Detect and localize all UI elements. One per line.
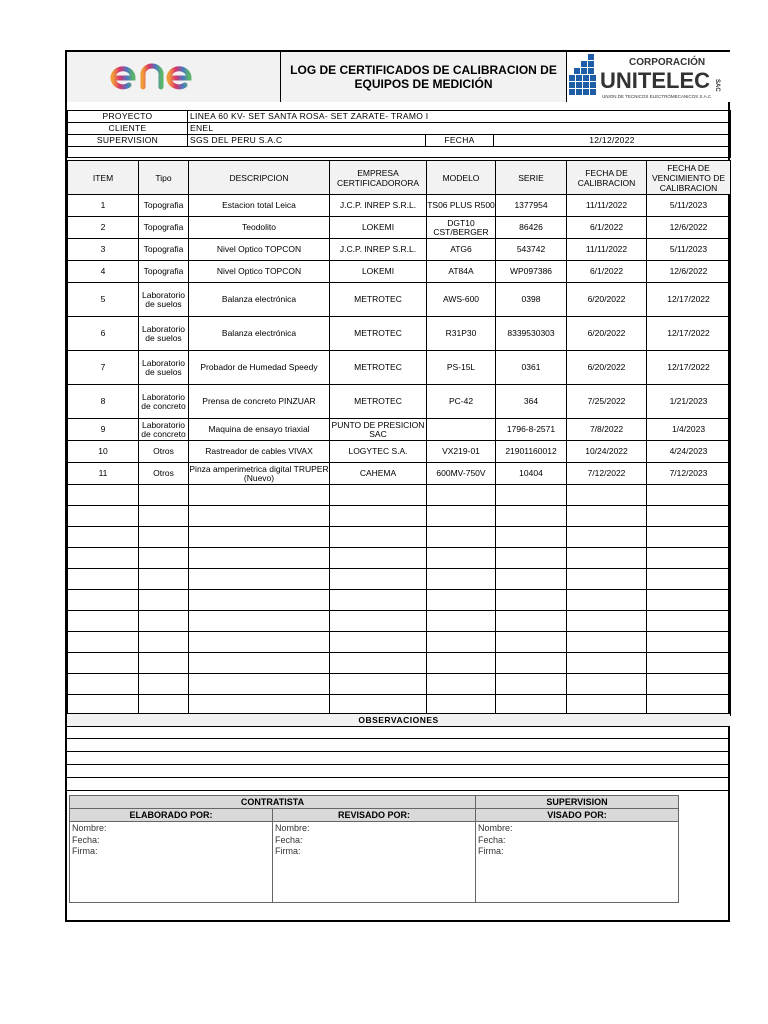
cell-item: 10 — [68, 441, 139, 463]
empty-cell[interactable] — [647, 569, 731, 590]
empty-cell[interactable] — [647, 674, 731, 695]
visado-header: VISADO POR: — [476, 809, 679, 822]
empty-cell[interactable] — [189, 611, 330, 632]
calibration-log-sheet — [65, 50, 730, 922]
empty-cell[interactable] — [189, 485, 330, 506]
cell-item: 2 — [68, 217, 139, 239]
header-modelo: MODELO — [427, 161, 496, 195]
cell-empresa: LOKEMI — [330, 217, 427, 239]
cell-modelo: PC-42 — [427, 385, 496, 419]
header-fecha-calibracion: FECHA DE CALIBRACION — [567, 161, 647, 195]
empty-cell[interactable] — [68, 632, 139, 653]
cell-fecha-vencimiento: 12/6/2022 — [647, 217, 731, 239]
observation-line — [67, 790, 730, 791]
empty-cell[interactable] — [567, 611, 647, 632]
empty-cell[interactable] — [330, 632, 427, 653]
empty-cell[interactable] — [427, 527, 496, 548]
enel-logo — [67, 52, 280, 102]
cell-tipo: Topografia — [139, 239, 189, 261]
empty-cell[interactable] — [496, 653, 567, 674]
empty-cell[interactable] — [330, 548, 427, 569]
empty-table-row — [68, 506, 731, 527]
empty-table-row — [68, 611, 731, 632]
empty-cell[interactable] — [567, 590, 647, 611]
empty-cell[interactable] — [330, 674, 427, 695]
unitelec-logo-icon — [567, 52, 730, 102]
empty-cell[interactable] — [496, 527, 567, 548]
empty-cell[interactable] — [139, 506, 189, 527]
cell-tipo: Topografia — [139, 195, 189, 217]
table-row — [68, 317, 731, 351]
project-info-table — [67, 106, 731, 158]
cell-descripcion: Balanza electrónica — [189, 283, 330, 317]
cell-tipo: Laboratorio de suelos — [139, 351, 189, 385]
header-fecha-vencimiento: FECHA DE VENCIMIENTO DE CALIBRACION — [647, 161, 731, 195]
cell-serie: WP097386 — [496, 261, 567, 283]
cell-tipo: Laboratorio de suelos — [139, 283, 189, 317]
cell-tipo: Otros — [139, 441, 189, 463]
table-row — [68, 195, 731, 217]
cell-item: 8 — [68, 385, 139, 419]
visado-fecha-field[interactable]: Fecha: — [476, 834, 679, 846]
empty-cell[interactable] — [139, 590, 189, 611]
cell-modelo: 600MV-750V — [427, 463, 496, 485]
empty-cell[interactable] — [567, 632, 647, 653]
empty-cell[interactable] — [496, 506, 567, 527]
header-serie: SERIE — [496, 161, 567, 195]
empty-cell[interactable] — [139, 674, 189, 695]
empty-table-row — [68, 485, 731, 506]
cell-serie: 86426 — [496, 217, 567, 239]
visado-firma-field[interactable]: Firma: — [476, 846, 679, 903]
header-item: ITEM — [68, 161, 139, 195]
observation-line — [67, 777, 730, 778]
observation-line — [67, 751, 730, 752]
empty-cell[interactable] — [189, 527, 330, 548]
empty-cell[interactable] — [427, 506, 496, 527]
cell-serie: 8339530303 — [496, 317, 567, 351]
empty-cell[interactable] — [68, 590, 139, 611]
empty-cell[interactable] — [427, 590, 496, 611]
cell-fecha-vencimiento: 12/6/2022 — [647, 261, 731, 283]
cell-modelo: DGT10 CST/BERGER — [427, 217, 496, 239]
empty-cell[interactable] — [139, 527, 189, 548]
cell-fecha-vencimiento: 12/17/2022 — [647, 351, 731, 385]
empty-cell[interactable] — [427, 632, 496, 653]
empty-cell[interactable] — [68, 527, 139, 548]
contratista-header: CONTRATISTA — [70, 796, 476, 809]
cell-tipo: Topografia — [139, 217, 189, 239]
empty-cell[interactable] — [68, 485, 139, 506]
cell-modelo: ATG6 — [427, 239, 496, 261]
cell-descripcion: Prensa de concreto PINZUAR — [189, 385, 330, 419]
proyecto-label: PROYECTO — [68, 111, 188, 123]
cell-item: 11 — [68, 463, 139, 485]
empty-cell[interactable] — [647, 632, 731, 653]
cell-modelo: VX219-01 — [427, 441, 496, 463]
empty-cell[interactable] — [68, 611, 139, 632]
cell-serie: 0361 — [496, 351, 567, 385]
cell-fecha-vencimiento: 5/11/2023 — [647, 195, 731, 217]
logo-main-text: UNITELEC — [600, 68, 710, 93]
signature-block — [69, 795, 679, 903]
empty-cell[interactable] — [68, 653, 139, 674]
empty-cell[interactable] — [647, 653, 731, 674]
empty-cell[interactable] — [567, 548, 647, 569]
empty-cell[interactable] — [567, 506, 647, 527]
empty-cell[interactable] — [68, 674, 139, 695]
empty-cell[interactable] — [330, 653, 427, 674]
fecha-label: FECHA — [426, 135, 494, 147]
logo-suffix-text: SAC — [714, 79, 720, 92]
empty-cell[interactable] — [427, 674, 496, 695]
cell-serie: 0398 — [496, 283, 567, 317]
observaciones-title: OBSERVACIONES — [67, 713, 730, 727]
cell-descripcion: Maquina de ensayo triaxial — [189, 419, 330, 441]
header-empresa: EMPRESA CERTIFICADORORA — [330, 161, 427, 195]
empty-cell[interactable] — [139, 632, 189, 653]
cell-empresa: PUNTO DE PRESICION SAC — [330, 419, 427, 441]
cell-descripcion: Estacion total Leica — [189, 195, 330, 217]
empty-cell[interactable] — [68, 548, 139, 569]
empty-cell[interactable] — [427, 611, 496, 632]
cell-empresa: LOKEMI — [330, 261, 427, 283]
revisado-nombre-field[interactable]: Nombre: — [273, 822, 476, 835]
document-title: LOG DE CERTIFICADOS DE CALIBRACION DE EQUIPOS DE MEDICIÓN — [280, 52, 567, 102]
empty-table-row — [68, 548, 731, 569]
header-descripcion: DESCRIPCION — [189, 161, 330, 195]
cell-item: 6 — [68, 317, 139, 351]
cell-modelo — [427, 419, 496, 441]
supervision-header: SUPERVISION — [476, 796, 679, 809]
cell-fecha-calibracion: 6/20/2022 — [567, 351, 647, 385]
cell-fecha-vencimiento: 12/17/2022 — [647, 283, 731, 317]
visado-nombre-field[interactable]: Nombre: — [476, 822, 679, 835]
cell-fecha-vencimiento: 1/21/2023 — [647, 385, 731, 419]
empty-cell[interactable] — [496, 674, 567, 695]
empty-cell[interactable] — [496, 590, 567, 611]
proyecto-value: LINEA 60 KV- SET SANTA ROSA- SET ZARATE- TRAMO I — [188, 111, 731, 123]
empty-cell[interactable] — [567, 527, 647, 548]
empty-cell[interactable] — [189, 632, 330, 653]
enel-logo-icon — [67, 52, 280, 102]
empty-cell[interactable] — [496, 611, 567, 632]
supervision-label: SUPERVISION — [68, 135, 188, 147]
empty-cell[interactable] — [330, 527, 427, 548]
cell-modelo: AT84A — [427, 261, 496, 283]
empty-cell[interactable] — [647, 506, 731, 527]
empty-cell[interactable] — [139, 653, 189, 674]
cliente-label: CLIENTE — [68, 123, 188, 135]
cell-serie: 1796-8-2571 — [496, 419, 567, 441]
cell-fecha-calibracion: 6/20/2022 — [567, 317, 647, 351]
empty-table-row — [68, 674, 731, 695]
cell-item: 1 — [68, 195, 139, 217]
empty-cell[interactable] — [68, 506, 139, 527]
empty-cell[interactable] — [330, 611, 427, 632]
elaborado-firma-field[interactable]: Firma: — [70, 846, 273, 903]
empty-cell[interactable] — [139, 569, 189, 590]
empty-table-row — [68, 569, 731, 590]
empty-cell[interactable] — [496, 548, 567, 569]
empty-cell[interactable] — [330, 485, 427, 506]
cell-empresa: METROTEC — [330, 283, 427, 317]
cell-fecha-calibracion: 10/24/2022 — [567, 441, 647, 463]
cell-tipo: Topografia — [139, 261, 189, 283]
empty-cell[interactable] — [189, 548, 330, 569]
empty-cell[interactable] — [496, 632, 567, 653]
cliente-value: ENEL — [188, 123, 731, 135]
cell-fecha-vencimiento: 5/11/2023 — [647, 239, 731, 261]
cell-tipo: Laboratorio de suelos — [139, 317, 189, 351]
cell-empresa: J.C.P. INREP S.R.L. — [330, 239, 427, 261]
table-row — [68, 351, 731, 385]
cell-empresa: LOGYTEC S.A. — [330, 441, 427, 463]
table-row — [68, 419, 731, 441]
revisado-firma-field[interactable]: Firma: — [273, 846, 476, 903]
revisado-fecha-field[interactable]: Fecha: — [273, 834, 476, 846]
cell-descripcion: Nivel Optico TOPCON — [189, 239, 330, 261]
cell-fecha-calibracion: 7/8/2022 — [567, 419, 647, 441]
empty-cell[interactable] — [189, 674, 330, 695]
empty-cell[interactable] — [427, 569, 496, 590]
cell-descripcion: Rastreador de cables VIVAX — [189, 441, 330, 463]
cell-item: 5 — [68, 283, 139, 317]
empty-cell[interactable] — [189, 569, 330, 590]
cell-serie: 21901160012 — [496, 441, 567, 463]
cell-item: 9 — [68, 419, 139, 441]
cell-descripcion: Balanza electrónica — [189, 317, 330, 351]
revisado-header: REVISADO POR: — [273, 809, 476, 822]
empty-cell[interactable] — [139, 485, 189, 506]
cell-descripcion: Nivel Optico TOPCON — [189, 261, 330, 283]
empty-cell[interactable] — [189, 590, 330, 611]
cell-fecha-calibracion: 6/1/2022 — [567, 261, 647, 283]
cell-fecha-vencimiento: 12/17/2022 — [647, 317, 731, 351]
supervision-value: SGS DEL PERU S.A.C — [188, 135, 426, 147]
cell-descripcion: Teodolito — [189, 217, 330, 239]
cell-fecha-calibracion: 6/1/2022 — [567, 217, 647, 239]
cell-serie: 1377954 — [496, 195, 567, 217]
cell-modelo: R31P30 — [427, 317, 496, 351]
cell-fecha-vencimiento: 1/4/2023 — [647, 419, 731, 441]
unitelec-logo — [567, 52, 730, 102]
empty-cell[interactable] — [427, 653, 496, 674]
cell-empresa: CAHEMA — [330, 463, 427, 485]
empty-table-row — [68, 653, 731, 674]
cell-fecha-calibracion: 7/25/2022 — [567, 385, 647, 419]
table-row — [68, 261, 731, 283]
logo-top-text: CORPORACIÓN — [629, 57, 706, 68]
fecha-value: 12/12/2022 — [494, 135, 731, 147]
elaborado-fecha-field[interactable]: Fecha: — [70, 834, 273, 846]
table-row — [68, 463, 731, 485]
table-row — [68, 217, 731, 239]
cell-fecha-calibracion: 7/12/2022 — [567, 463, 647, 485]
cell-modelo: TS06 PLUS R500 — [427, 195, 496, 217]
cell-serie: 10404 — [496, 463, 567, 485]
cell-empresa: J.C.P. INREP S.R.L. — [330, 195, 427, 217]
empty-cell[interactable] — [647, 611, 731, 632]
cell-descripcion: Probador de Humedad Speedy — [189, 351, 330, 385]
empty-cell[interactable] — [330, 590, 427, 611]
empty-cell[interactable] — [496, 569, 567, 590]
empty-table-row — [68, 590, 731, 611]
observation-line — [67, 738, 730, 739]
table-header-row — [68, 161, 731, 195]
cell-empresa: METROTEC — [330, 385, 427, 419]
cell-serie: 543742 — [496, 239, 567, 261]
equipment-table — [67, 160, 731, 716]
empty-cell[interactable] — [647, 485, 731, 506]
empty-cell[interactable] — [647, 548, 731, 569]
empty-cell[interactable] — [567, 653, 647, 674]
empty-cell[interactable] — [647, 527, 731, 548]
cell-item: 3 — [68, 239, 139, 261]
empty-cell[interactable] — [427, 485, 496, 506]
table-row — [68, 239, 731, 261]
cell-descripcion: Pinza amperimetrica digital TRUPER (Nuevo) — [189, 463, 329, 483]
empty-cell[interactable] — [189, 506, 330, 527]
cell-serie: 364 — [496, 385, 567, 419]
empty-cell[interactable] — [68, 569, 139, 590]
cell-modelo: AWS-600 — [427, 283, 496, 317]
empty-cell[interactable] — [567, 674, 647, 695]
cell-modelo: PS-15L — [427, 351, 496, 385]
logo-sub-text: UNION DE TECNICOS ELECTROMECANICOS S.A.C — [602, 94, 712, 99]
cell-fecha-calibracion: 6/20/2022 — [567, 283, 647, 317]
elaborado-nombre-field[interactable]: Nombre: — [70, 822, 273, 835]
elaborado-header: ELABORADO POR: — [70, 809, 273, 822]
empty-cell[interactable] — [567, 569, 647, 590]
empty-cell[interactable] — [139, 548, 189, 569]
empty-cell[interactable] — [189, 653, 330, 674]
cell-tipo: Otros — [139, 463, 189, 485]
empty-cell[interactable] — [427, 548, 496, 569]
empty-cell[interactable] — [330, 569, 427, 590]
empty-table-row — [68, 632, 731, 653]
empty-table-row — [68, 527, 731, 548]
table-row — [68, 385, 731, 419]
cell-tipo: Laboratorio de concreto — [139, 385, 189, 419]
cell-fecha-vencimiento: 4/24/2023 — [647, 441, 731, 463]
cell-fecha-calibracion: 11/11/2022 — [567, 195, 647, 217]
cell-item: 4 — [68, 261, 139, 283]
cell-fecha-vencimiento: 7/12/2023 — [647, 463, 731, 485]
cell-empresa: METROTEC — [330, 317, 427, 351]
cell-empresa: METROTEC — [330, 351, 427, 385]
empty-cell[interactable] — [647, 590, 731, 611]
cell-item: 7 — [68, 351, 139, 385]
header-tipo: Tipo — [139, 161, 189, 195]
empty-cell[interactable] — [496, 485, 567, 506]
empty-cell[interactable] — [139, 611, 189, 632]
cell-fecha-calibracion: 11/11/2022 — [567, 239, 647, 261]
cell-tipo: Laboratorio de concreto — [139, 419, 189, 441]
table-row — [68, 283, 731, 317]
table-row — [68, 441, 731, 463]
empty-cell[interactable] — [330, 506, 427, 527]
empty-cell[interactable] — [567, 485, 647, 506]
observation-line — [67, 764, 730, 765]
